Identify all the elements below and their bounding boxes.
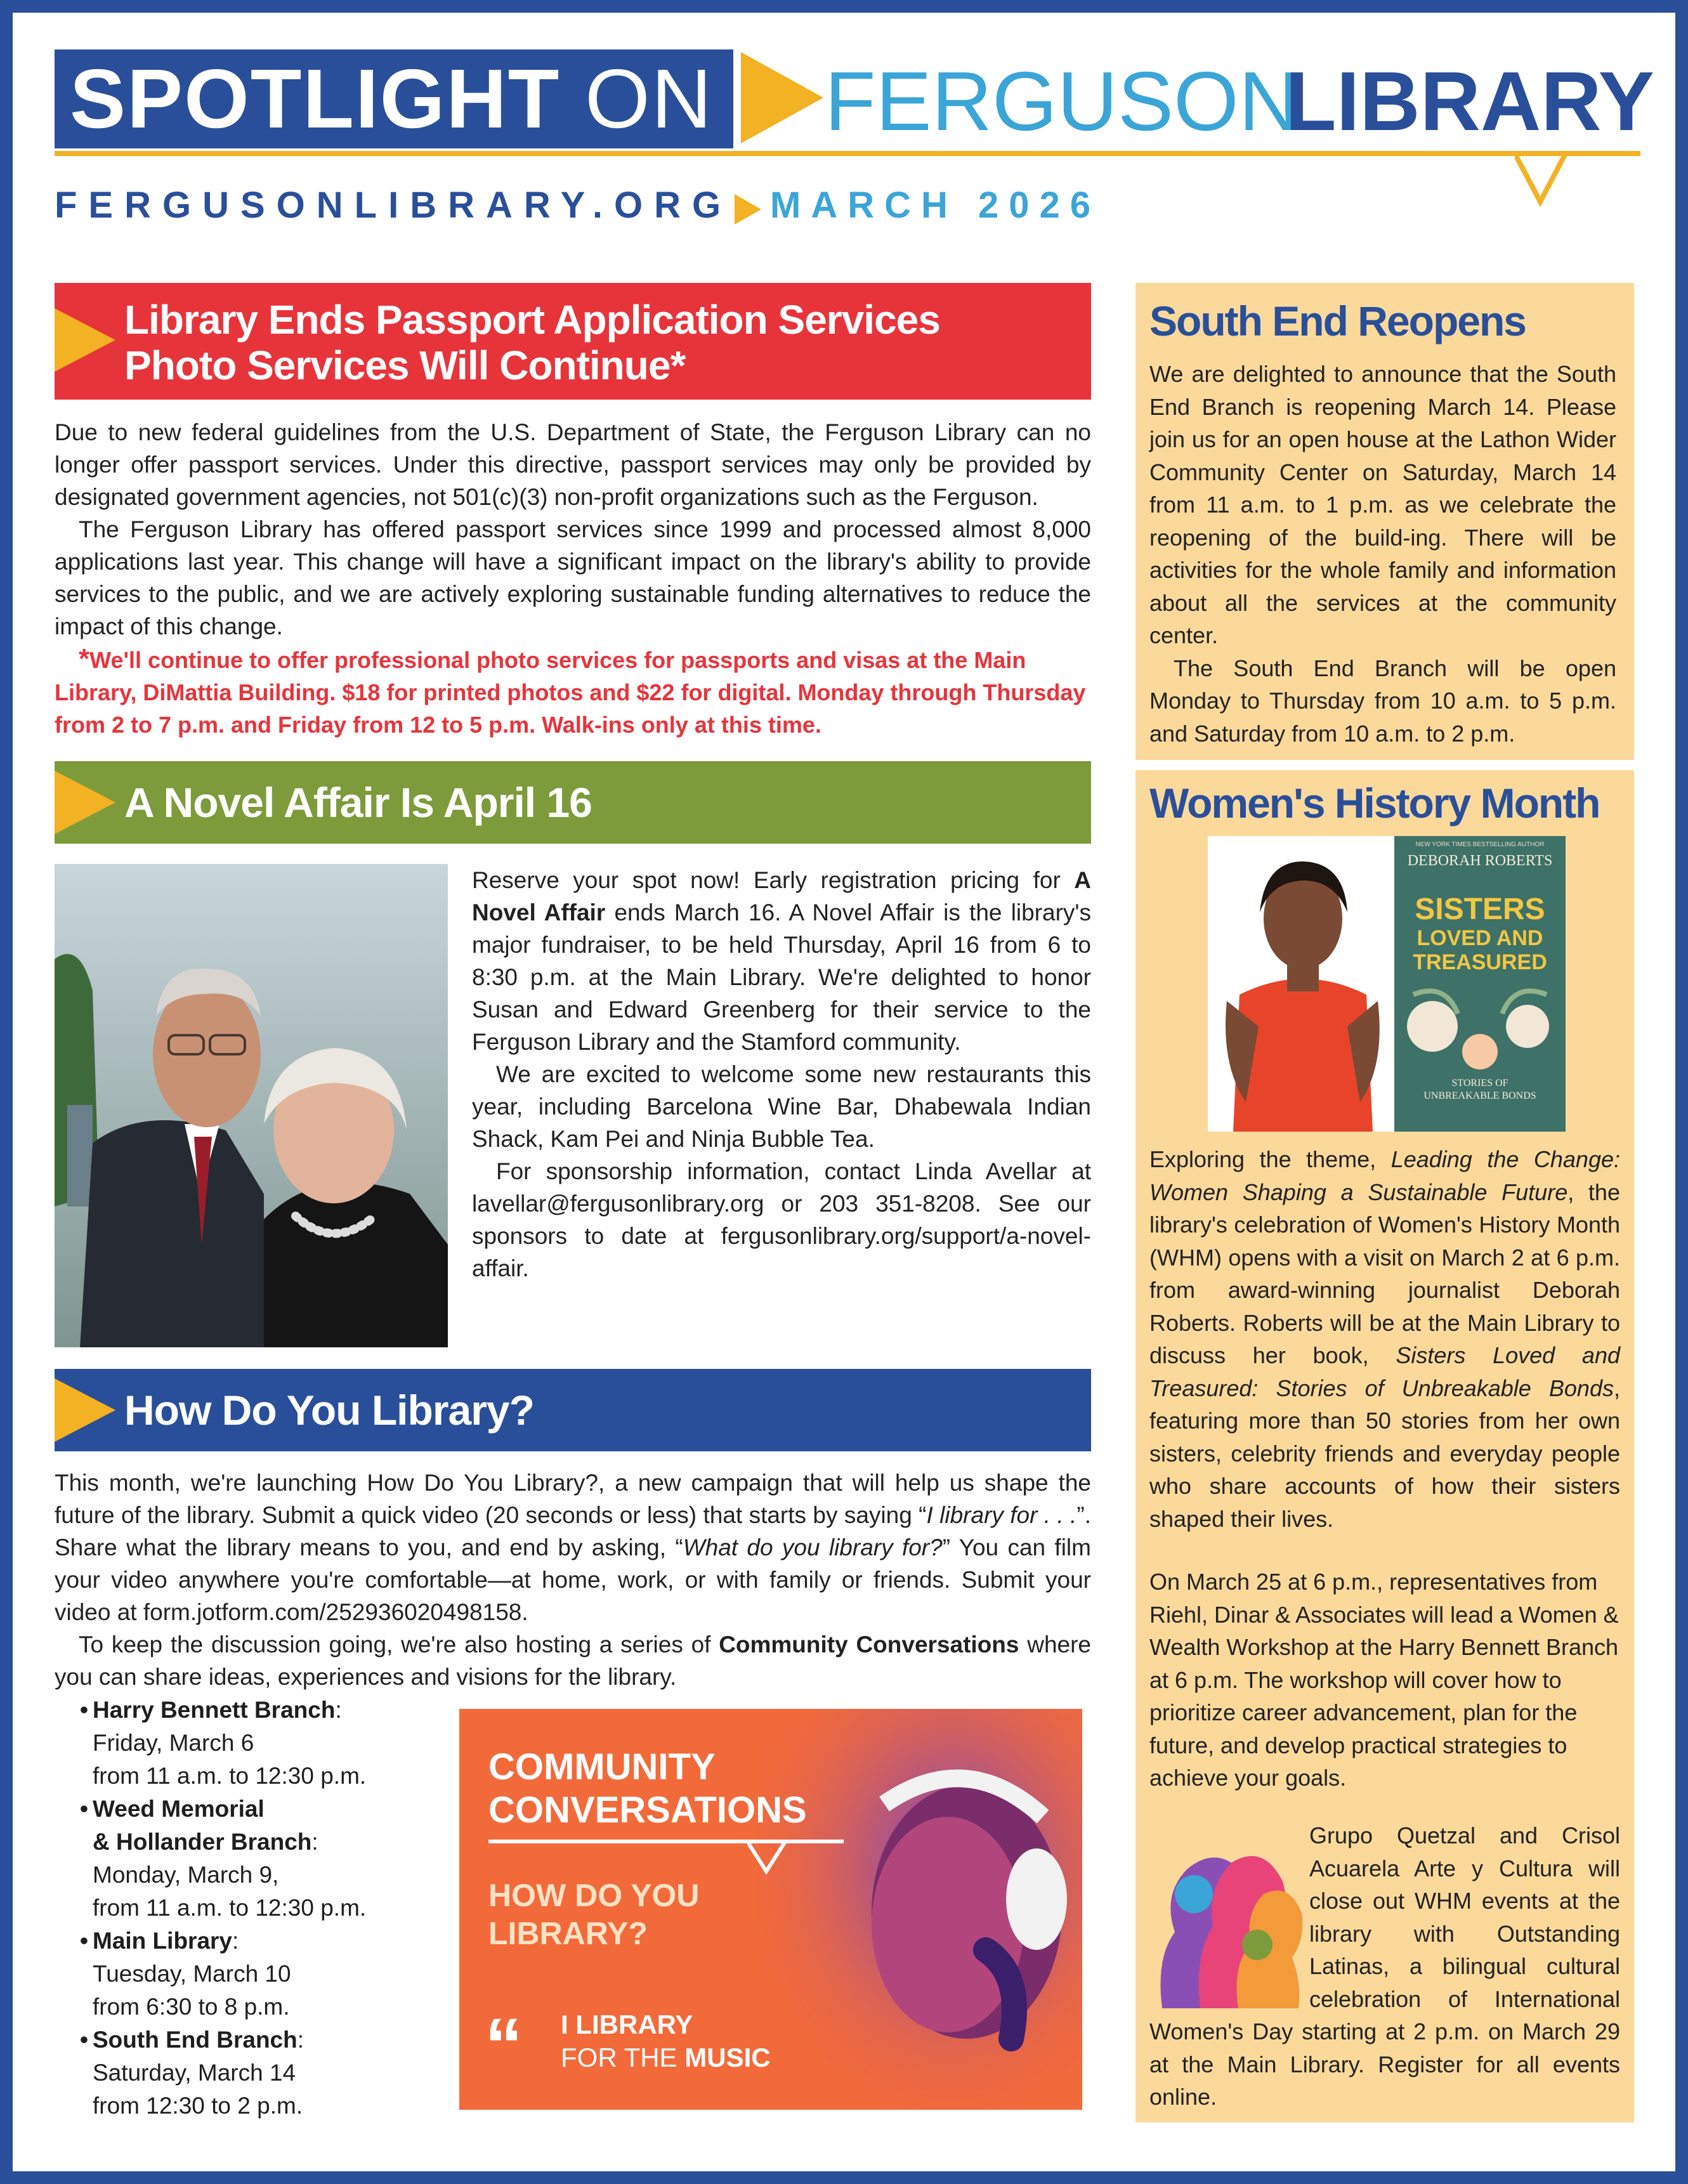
how-do-you-library-title: How Do You Library?	[124, 1387, 534, 1434]
book-title: SISTERS LOVED AND TREASURED	[1413, 893, 1547, 974]
novel-paragraph-3: For sponsorship information, contact Linda Avellar at lavellar@fergusonlibrary.org or 203 351-8208. See our sponsors to date at fergusonlibrary.org/support/a-novel-affair.	[472, 1158, 1091, 1281]
howdo-paragraph-2: To keep the discussion going, we're also hosting a series of Community Conversations where you can share ideas, experiences and visions for the library.	[55, 1631, 1091, 1690]
how-do-you-library-article	[55, 1467, 1091, 1693]
subhead-arrow-icon	[735, 194, 761, 225]
promo-heading: COMMUNITY CONVERSATIONS	[488, 1746, 807, 1831]
note-asterisk: *	[79, 643, 90, 674]
whm-paragraph-1: Exploring the theme, Leading the Change: Women Shaping a Sustainable Future, the library's celebration of Women's History Month (WHM) opens with a visit on March 2 at 6 p.m. from award-winning journalist Deborah Roberts. Roberts will be at the Main Library to discuss her book, Sisters Loved and Treasured: Stories of Unbreakable Bonds, featuring more than 50 stories from her own sisters, celebrity friends and everyday people who share accounts of how their sisters shaped their lives.	[1149, 1146, 1620, 1532]
community-conversations-promo	[459, 1709, 1082, 2110]
couple-illustration	[55, 864, 448, 1347]
branch-weed-memorial: • Weed Memorial & Hollander Branch: Monday, March 9, from 11 a.m. to 12:30 p.m.	[80, 1796, 367, 1921]
deborah-roberts-photo	[1208, 836, 1397, 1132]
how-do-you-library-banner	[55, 1369, 1091, 1451]
whm-paragraph-3: Grupo Quetzal and Crisol Acuarela Arte y Cultura will close out WHM events at the library with Outstanding Latinas, a bilingual cultural celebration of International Women's Day starting at 2 p.m. on March 29 at the Main Library. Register for all events online.	[1149, 1822, 1620, 2110]
sisters-book-cover	[1394, 836, 1566, 1132]
howdo-paragraph-1: This month, we're launching How Do You Library?, a new campaign that will help us shape the future of the library. Submit a quick video (20 seconds or less) that starts by saying “I library for . . .”. Share what the library means to you, and end by asking, “What do you library for?” You can film your video anywhere you're comfortable—at home, work, or with family or friends. Submit your video at form.jotform.com/252936020498158.	[55, 1470, 1091, 1625]
banner-arrow-icon	[55, 771, 115, 834]
speech-bubble-tail-icon	[1515, 151, 1591, 208]
branch-south-end: • South End Branch: Saturday, March 14 from 12:30 to 2 p.m.	[80, 2027, 304, 2119]
banner-arrow-icon	[55, 308, 115, 372]
site-url[interactable]: FERGUSONLIBRARY.ORG	[55, 185, 733, 226]
quote-mark-icon: “	[485, 2003, 523, 2088]
south-end-paragraph-1: We are delighted to announce that the South End Branch is reopening March 14. Please join us for an open house at the Lathon Wider Community Center on Saturday, March 14 from 11 a.m. to 1 p.m. as we celebrate the reopening of the build-ing. There will be activities for the whole family and information about all the services at the community center.	[1149, 361, 1616, 648]
whm-paragraph-3-wrap	[1149, 1819, 1620, 2114]
south-end-box	[1135, 283, 1634, 760]
passport-paragraph-2: The Ferguson Library has offered passport services since 1999 and processed almost 8,000 applications last year. This change will have a significant impact on the library's ability to provide services to the public, and we are actively exploring sustainable funding alternatives to reduce the impact of this change.	[55, 516, 1091, 639]
novel-affair-title: A Novel Affair Is April 16	[124, 779, 592, 826]
passport-title	[124, 297, 940, 388]
south-end-paragraph-2: The South End Branch will be open Monday to Thursday from 10 a.m. to 5 p.m. and Saturday from 10 a.m. to 2 p.m.	[1149, 655, 1616, 747]
issue-date: MARCH 2026	[770, 185, 1101, 226]
south-end-body	[1149, 358, 1616, 750]
masthead-ferguson: FERGUSON	[825, 55, 1300, 148]
novel-affair-emphasis: A Novel Affair	[472, 867, 1091, 925]
novel-affair-article	[472, 864, 1091, 1285]
passport-banner	[55, 283, 1091, 400]
passport-photo-note	[55, 643, 1091, 741]
masthead-spotlight: SPOTLIGHT ON	[55, 49, 733, 148]
womens-history-body	[1149, 1143, 1620, 1795]
whm-paragraph-2: On March 25 at 6 p.m., representatives from Riehl, Dinar & Associates will lead a Women & Wealth Workshop at the Harry Bennett Branch at 6 p.m. The workshop will cover how to prioritize career advancement, plan for the future, and develop practical strategies to achieve your goals.	[1149, 1569, 1619, 1791]
passport-title-line1: Library Ends Passport Application Services	[124, 297, 940, 343]
branch-schedule	[55, 1694, 448, 2122]
book-author: DEBORAH ROBERTS	[1407, 853, 1553, 869]
book-tagline: NEW YORK TIMES BESTSELLING AUTHOR	[1415, 841, 1545, 848]
masthead-arrow-icon	[741, 52, 823, 143]
novel-affair-banner	[55, 761, 1091, 844]
promo-bubble-tail-icon	[747, 1840, 792, 1875]
community-conversations-emphasis: Community Conversations	[719, 1631, 1019, 1658]
passport-paragraph-1: Due to new federal guidelines from the U.S. Department of State, the Ferguson Library can no longer offer passport services. Under this directive, passport services may only be provided by designated government agencies, not 501(c)(3) non-profit organizations such as the Ferguson.	[55, 419, 1091, 510]
note-text: We'll continue to offer professional photo services for passports and visas at the Main Library, DiMattia Building. $18 for printed photos and $22 for digital. Monday through Thursday from 2 to 7 p.m. and Friday from 12 to 5 p.m. Walk-ins only at this time.	[55, 647, 1086, 738]
branch-harry-bennett: • Harry Bennett Branch: Friday, March 6 from 11 a.m. to 12:30 p.m.	[80, 1697, 367, 1789]
passport-title-line2: Photo Services Will Continue*	[124, 343, 686, 388]
promo-quote: I LIBRARY FOR THE MUSIC	[561, 2010, 771, 2072]
book-subtitle: STORIES OF UNBREAKABLE BONDS	[1423, 1078, 1536, 1101]
womens-history-title: Women's History Month	[1149, 780, 1600, 827]
novel-paragraph-2: We are excited to welcome some new restaurants this year, including Barcelona Wine Bar, Dhabewala Indian Shack, Kam Pei and Ninja Bubble Tea.	[472, 1061, 1091, 1152]
south-end-title: South End Reopens	[1149, 298, 1526, 344]
novel-paragraph-1: Reserve your spot now! Early registration pricing for A Novel Affair ends March 16. A Novel Affair is the library's major fundraiser, to be held Thursday, April 16 from 6 to 8:30 p.m. at the Main Library. We're delighted to honor Susan and Edward Greenberg for their service to the Ferguson Library and the Stamford community.	[472, 867, 1091, 1055]
masthead-rule	[55, 151, 1640, 156]
promo-subheading: HOW DO YOU LIBRARY?	[488, 1878, 700, 1951]
greenberg-couple-photo	[55, 864, 448, 1347]
passport-article	[55, 416, 1091, 741]
branch-main-library: • Main Library: Tuesday, March 10 from 6:30 to 8 p.m.	[80, 1928, 291, 2020]
author-portrait	[1208, 836, 1397, 1132]
float-spacer	[1149, 1819, 1309, 2007]
banner-arrow-icon	[55, 1378, 115, 1442]
masthead-library: LIBRARY	[1285, 55, 1654, 148]
